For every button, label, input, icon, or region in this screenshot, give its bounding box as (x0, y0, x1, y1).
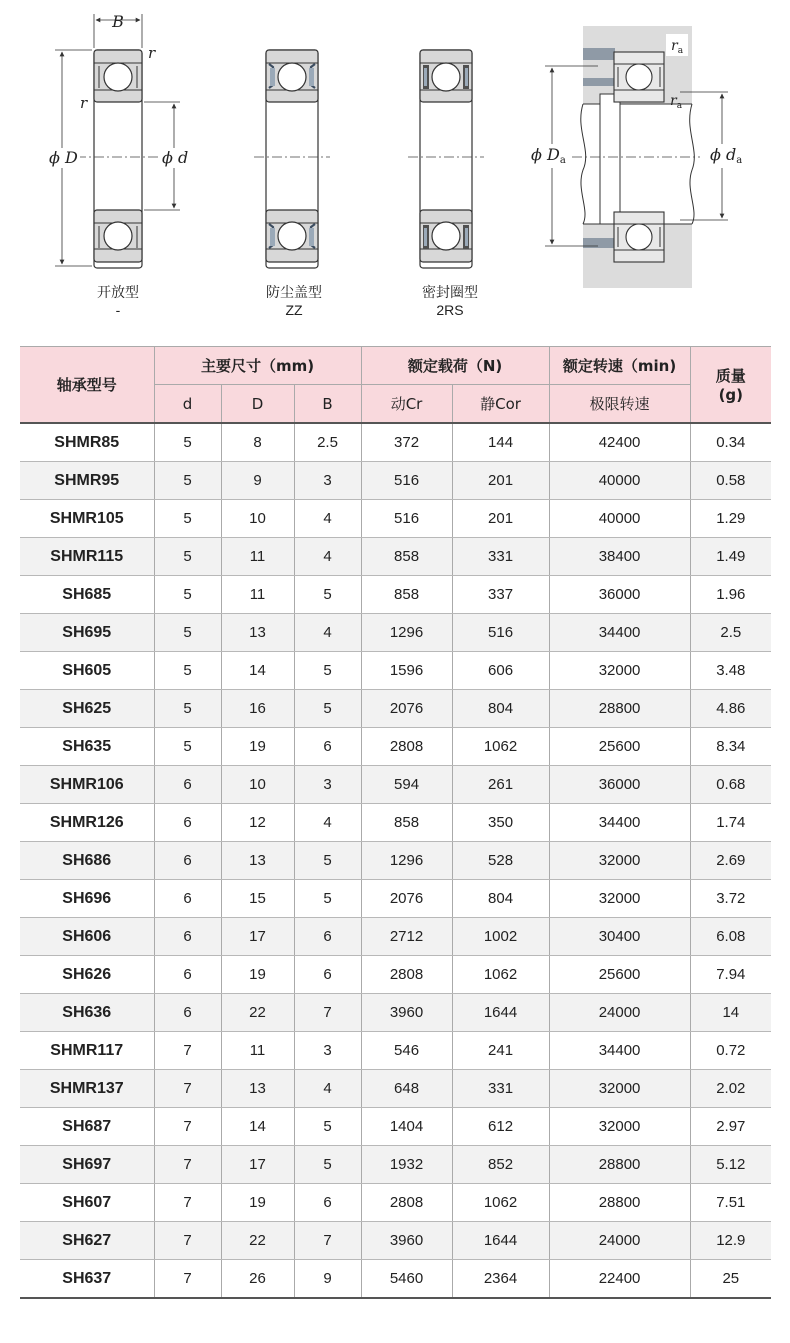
cell-D: 16 (221, 690, 294, 728)
bearing-spec-table (20, 346, 771, 1299)
cell-B: 5 (294, 652, 361, 690)
cell-D: 14 (221, 1108, 294, 1146)
cell-cor: 241 (452, 1032, 549, 1070)
cell-cr: 372 (361, 423, 452, 462)
cell-D: 19 (221, 956, 294, 994)
cell-B: 4 (294, 500, 361, 538)
header-load: 额定载荷（N) (361, 347, 549, 385)
cell-mass: 0.58 (690, 462, 771, 500)
cell-model: SHMR95 (20, 462, 154, 500)
cell-D: 19 (221, 1184, 294, 1222)
cell-D: 8 (221, 423, 294, 462)
table-row (20, 918, 771, 956)
cell-limit-speed: 24000 (549, 1222, 690, 1260)
header-D: D (221, 385, 294, 424)
cell-limit-speed: 25600 (549, 956, 690, 994)
cell-limit-speed: 24000 (549, 994, 690, 1032)
type-code: 2RS (436, 302, 464, 318)
cell-d: 5 (154, 576, 221, 614)
cell-mass: 14 (690, 994, 771, 1032)
cell-limit-speed: 28800 (549, 1146, 690, 1184)
table-body (20, 423, 771, 1298)
cell-mass: 5.12 (690, 1146, 771, 1184)
cell-B: 9 (294, 1260, 361, 1299)
cell-cor: 201 (452, 462, 549, 500)
cell-limit-speed: 36000 (549, 576, 690, 614)
cell-B: 5 (294, 842, 361, 880)
cell-limit-speed: 32000 (549, 1108, 690, 1146)
table-row (20, 1260, 771, 1299)
cell-d: 6 (154, 804, 221, 842)
cell-B: 4 (294, 614, 361, 652)
cell-B: 5 (294, 690, 361, 728)
cell-D: 15 (221, 880, 294, 918)
table-row (20, 1184, 771, 1222)
cell-D: 26 (221, 1260, 294, 1299)
cell-cr: 2076 (361, 880, 452, 918)
cell-model: SH686 (20, 842, 154, 880)
sealed-type-diagram (408, 50, 484, 268)
cell-mass: 3.48 (690, 652, 771, 690)
cell-B: 5 (294, 576, 361, 614)
cell-d: 6 (154, 880, 221, 918)
header-limit-speed: 极限转速 (549, 385, 690, 424)
cell-d: 6 (154, 918, 221, 956)
cell-B: 4 (294, 1070, 361, 1108)
cell-cor: 144 (452, 423, 549, 462)
dim-r-top-label: r (148, 44, 156, 62)
cell-mass: 0.34 (690, 423, 771, 462)
cell-limit-speed: 40000 (549, 462, 690, 500)
table-row (20, 1070, 771, 1108)
cell-limit-speed: 34400 (549, 804, 690, 842)
cell-cor: 1062 (452, 728, 549, 766)
cell-model: SH626 (20, 956, 154, 994)
cell-d: 5 (154, 538, 221, 576)
table-row (20, 690, 771, 728)
cell-d: 7 (154, 1184, 221, 1222)
cell-cor: 1644 (452, 994, 549, 1032)
table-row (20, 804, 771, 842)
dim-phiDa-label: ϕ Da (531, 145, 566, 166)
cell-cr: 594 (361, 766, 452, 804)
cell-cr: 2076 (361, 690, 452, 728)
cell-cr: 1404 (361, 1108, 452, 1146)
cell-d: 7 (154, 1108, 221, 1146)
cell-cr: 1596 (361, 652, 452, 690)
cell-B: 5 (294, 1146, 361, 1184)
cell-cr: 1296 (361, 842, 452, 880)
cell-mass: 2.5 (690, 614, 771, 652)
cell-mass: 6.08 (690, 918, 771, 956)
cell-cor: 804 (452, 880, 549, 918)
cell-B: 6 (294, 1184, 361, 1222)
table-row (20, 1032, 771, 1070)
type-code: ZZ (285, 302, 303, 318)
cell-B: 3 (294, 1032, 361, 1070)
mounting-diagram (530, 26, 748, 288)
cell-d: 5 (154, 652, 221, 690)
cell-d: 5 (154, 462, 221, 500)
cell-model: SH627 (20, 1222, 154, 1260)
header-cor: 静Cor (452, 385, 549, 424)
cell-model: SH697 (20, 1146, 154, 1184)
cell-limit-speed: 25600 (549, 728, 690, 766)
cell-mass: 7.51 (690, 1184, 771, 1222)
cell-limit-speed: 34400 (549, 614, 690, 652)
header-speed: 额定转速（min) (549, 347, 690, 385)
header-cr: 动Cr (361, 385, 452, 424)
cell-model: SHMR117 (20, 1032, 154, 1070)
dim-phida-label: ϕ da (710, 145, 743, 166)
cell-cor: 261 (452, 766, 549, 804)
cell-d: 7 (154, 1032, 221, 1070)
table-row (20, 423, 771, 462)
cell-D: 9 (221, 462, 294, 500)
type-code: - (115, 302, 121, 318)
cell-d: 7 (154, 1146, 221, 1184)
cell-model: SH696 (20, 880, 154, 918)
cell-D: 12 (221, 804, 294, 842)
cell-mass: 0.68 (690, 766, 771, 804)
table-row (20, 538, 771, 576)
cell-cr: 858 (361, 538, 452, 576)
cell-B: 5 (294, 880, 361, 918)
type-label-sealed (380, 285, 520, 319)
cell-cr: 516 (361, 500, 452, 538)
cell-model: SHMR106 (20, 766, 154, 804)
cell-model: SHMR137 (20, 1070, 154, 1108)
bearing-diagrams (0, 0, 790, 340)
cell-B: 7 (294, 994, 361, 1032)
cell-cr: 648 (361, 1070, 452, 1108)
type-label-shielded (224, 285, 364, 319)
cell-cr: 1932 (361, 1146, 452, 1184)
cell-cr: 3960 (361, 1222, 452, 1260)
cell-d: 6 (154, 766, 221, 804)
table-row (20, 1108, 771, 1146)
table-row (20, 1146, 771, 1184)
cell-cor: 852 (452, 1146, 549, 1184)
cell-D: 11 (221, 538, 294, 576)
cell-B: 6 (294, 918, 361, 956)
dim-r-left-label: r (80, 94, 88, 112)
cell-mass: 25 (690, 1260, 771, 1299)
header-dimensions: 主要尺寸（mm) (154, 347, 361, 385)
cell-B: 3 (294, 766, 361, 804)
cell-cr: 2808 (361, 1184, 452, 1222)
cell-cor: 1002 (452, 918, 549, 956)
cell-limit-speed: 32000 (549, 1070, 690, 1108)
table-row (20, 728, 771, 766)
cell-B: 6 (294, 956, 361, 994)
open-type-diagram (48, 12, 188, 268)
table-row (20, 614, 771, 652)
cell-model: SH605 (20, 652, 154, 690)
cell-cor: 331 (452, 1070, 549, 1108)
cell-cor: 804 (452, 690, 549, 728)
cell-B: 4 (294, 804, 361, 842)
cell-D: 22 (221, 994, 294, 1032)
cell-cr: 858 (361, 804, 452, 842)
cell-D: 13 (221, 1070, 294, 1108)
cell-cor: 201 (452, 500, 549, 538)
cell-D: 22 (221, 1222, 294, 1260)
cell-cor: 337 (452, 576, 549, 614)
cell-mass: 2.69 (690, 842, 771, 880)
cell-model: SH607 (20, 1184, 154, 1222)
cell-cor: 528 (452, 842, 549, 880)
cell-limit-speed: 32000 (549, 652, 690, 690)
header-mass: 质量 (g) (690, 347, 771, 424)
cell-d: 5 (154, 500, 221, 538)
cell-cr: 2712 (361, 918, 452, 956)
cell-D: 11 (221, 1032, 294, 1070)
cell-mass: 1.49 (690, 538, 771, 576)
cell-B: 3 (294, 462, 361, 500)
type-name: 密封圈型 (422, 285, 478, 301)
cell-mass: 1.74 (690, 804, 771, 842)
cell-model: SH635 (20, 728, 154, 766)
cell-D: 10 (221, 500, 294, 538)
cell-D: 19 (221, 728, 294, 766)
cell-mass: 2.97 (690, 1108, 771, 1146)
table-row (20, 652, 771, 690)
cell-mass: 1.96 (690, 576, 771, 614)
cell-d: 5 (154, 728, 221, 766)
table-row (20, 500, 771, 538)
cell-model: SH687 (20, 1108, 154, 1146)
cell-mass: 7.94 (690, 956, 771, 994)
shielded-type-diagram (254, 50, 330, 268)
table-row (20, 842, 771, 880)
cell-cr: 1296 (361, 614, 452, 652)
cell-limit-speed: 30400 (549, 918, 690, 956)
cell-d: 5 (154, 614, 221, 652)
cell-mass: 4.86 (690, 690, 771, 728)
cell-model: SHMR126 (20, 804, 154, 842)
cell-limit-speed: 28800 (549, 1184, 690, 1222)
table-row (20, 1222, 771, 1260)
table-row (20, 994, 771, 1032)
cell-d: 7 (154, 1070, 221, 1108)
cell-cor: 606 (452, 652, 549, 690)
table-row (20, 462, 771, 500)
cell-B: 4 (294, 538, 361, 576)
cell-B: 2.5 (294, 423, 361, 462)
cell-limit-speed: 36000 (549, 766, 690, 804)
cell-model: SH625 (20, 690, 154, 728)
cell-limit-speed: 32000 (549, 880, 690, 918)
cell-cor: 612 (452, 1108, 549, 1146)
cell-mass: 0.72 (690, 1032, 771, 1070)
cell-B: 7 (294, 1222, 361, 1260)
cell-D: 10 (221, 766, 294, 804)
cell-limit-speed: 38400 (549, 538, 690, 576)
cell-limit-speed: 22400 (549, 1260, 690, 1299)
cell-cor: 1644 (452, 1222, 549, 1260)
cell-cor: 1062 (452, 1184, 549, 1222)
header-model: 轴承型号 (20, 347, 154, 424)
cell-d: 6 (154, 956, 221, 994)
cell-D: 11 (221, 576, 294, 614)
cell-cor: 331 (452, 538, 549, 576)
cell-mass: 2.02 (690, 1070, 771, 1108)
dim-ra-mid-label: $r_a$ (670, 93, 683, 111)
cell-d: 5 (154, 690, 221, 728)
cell-model: SH685 (20, 576, 154, 614)
cell-cr: 546 (361, 1032, 452, 1070)
cell-D: 13 (221, 614, 294, 652)
cell-model: SH636 (20, 994, 154, 1032)
cell-model: SH637 (20, 1260, 154, 1299)
cell-cr: 2808 (361, 728, 452, 766)
cell-cor: 516 (452, 614, 549, 652)
cell-cr: 5460 (361, 1260, 452, 1299)
cell-B: 6 (294, 728, 361, 766)
cell-limit-speed: 28800 (549, 690, 690, 728)
cell-model: SHMR85 (20, 423, 154, 462)
dim-B-label: B (112, 12, 124, 31)
cell-d: 6 (154, 842, 221, 880)
cell-cr: 858 (361, 576, 452, 614)
header-B: B (294, 385, 361, 424)
cell-model: SH606 (20, 918, 154, 956)
cell-d: 6 (154, 994, 221, 1032)
cell-D: 17 (221, 918, 294, 956)
cell-limit-speed: 34400 (549, 1032, 690, 1070)
dim-ra-top-label: $r_a$ (671, 38, 684, 56)
type-label-open (48, 285, 188, 319)
cell-cr: 3960 (361, 994, 452, 1032)
dim-phid-label: ϕ d (162, 148, 189, 167)
cell-D: 14 (221, 652, 294, 690)
cell-model: SH695 (20, 614, 154, 652)
cell-mass: 12.9 (690, 1222, 771, 1260)
type-name: 开放型 (97, 285, 139, 301)
table-row (20, 576, 771, 614)
table-row (20, 766, 771, 804)
cell-limit-speed: 32000 (549, 842, 690, 880)
cell-B: 5 (294, 1108, 361, 1146)
table-row (20, 956, 771, 994)
cell-cor: 2364 (452, 1260, 549, 1299)
cell-limit-speed: 42400 (549, 423, 690, 462)
dim-phiD-label: ϕ D (49, 148, 78, 167)
cell-D: 13 (221, 842, 294, 880)
cell-mass: 1.29 (690, 500, 771, 538)
cell-D: 17 (221, 1146, 294, 1184)
table-row (20, 880, 771, 918)
cell-d: 7 (154, 1260, 221, 1299)
type-name: 防尘盖型 (266, 285, 322, 301)
header-d: d (154, 385, 221, 424)
cell-cor: 1062 (452, 956, 549, 994)
cell-limit-speed: 40000 (549, 500, 690, 538)
cell-mass: 8.34 (690, 728, 771, 766)
cell-model: SHMR105 (20, 500, 154, 538)
cell-d: 7 (154, 1222, 221, 1260)
cell-mass: 3.72 (690, 880, 771, 918)
cell-cor: 350 (452, 804, 549, 842)
cell-cr: 2808 (361, 956, 452, 994)
cell-cr: 516 (361, 462, 452, 500)
cell-d: 5 (154, 423, 221, 462)
cell-model: SHMR115 (20, 538, 154, 576)
